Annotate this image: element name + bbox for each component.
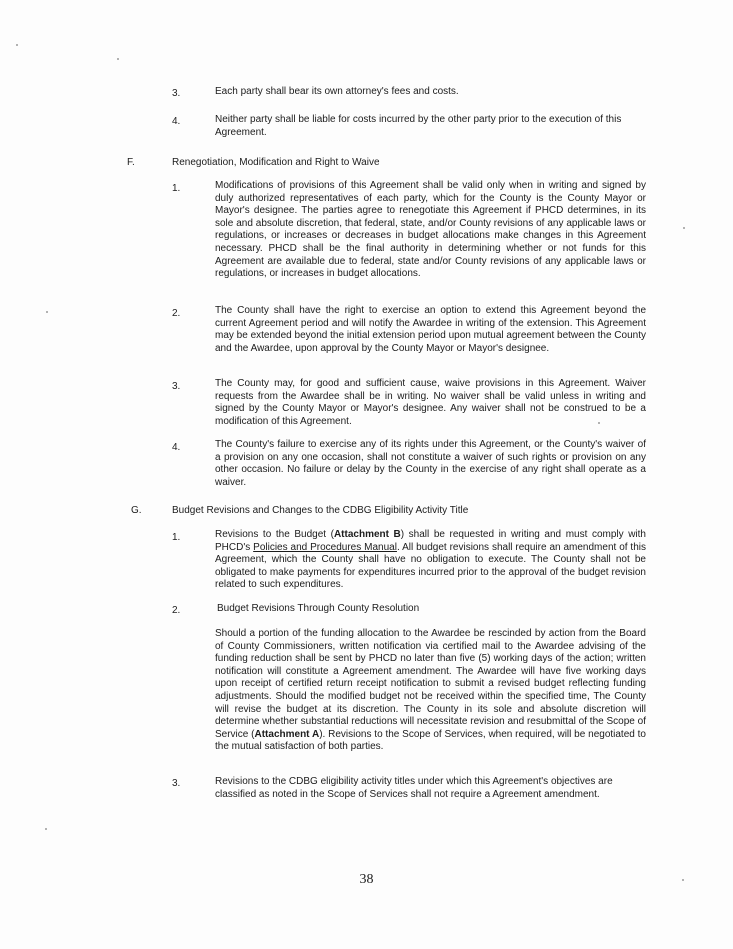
text-run: ) shall be requested in writing and must comply with PHCD's	[215, 529, 646, 553]
paragraph: The County may, for good and sufficient cause, waive provisions in this Agreement. Waiver requests from the Awardee shall be in writing. No waiver shall be valid unless in writing and signed by the County Mayor or Mayor's designee. Any waiver shall not be construed to be a modification of this Agreement.	[215, 378, 646, 427]
text-run: Revisions to the Budget (	[215, 529, 334, 540]
item-number: 3.	[172, 88, 181, 99]
paragraph: Neither party shall be liable for costs incurred by the other party prior to the execution of this Agreement.	[215, 114, 622, 138]
scan-speck	[16, 44, 18, 46]
scan-speck	[598, 422, 600, 424]
item-number: 3.	[172, 778, 181, 789]
section-letter: G.	[131, 505, 142, 516]
item-number: 2.	[172, 308, 181, 319]
scan-speck	[46, 311, 48, 313]
text-run: ). Revisions to the Scope of Services, when required, will be negotiated to the mutual satisfaction of both parties.	[215, 728, 646, 753]
scan-speck	[45, 828, 47, 830]
page-number: 38	[359, 872, 374, 887]
section-letter: F.	[127, 157, 135, 168]
paragraph: Modifications of provisions of this Agreement shall be valid only when in writing and signed by duly authorized representatives of each party, which for the County is the County Mayor or Mayor's designee. The parties agree to renegotiate this Agreement if PHCD determines, in its sole and absolute discretion, that federal, state, and/or County revisions of any applicable laws or regulations, or increases or decreases in budget allocations make changes in this Agreement necessary. PHCD shall be the final authority in determining whether or not funds for this Agreement are available due to federal, state and/or County revisions of any applicable laws or regulations, or increases in budget allocations.	[215, 180, 646, 280]
paragraph	[215, 529, 646, 592]
text-run: . All budget revisions shall require an amendment of this Agreement, which the County shall have no obligation to execute. The County shall not be obligated to make payments for expenditures incurred prior to the approval of the budget revision related to such expenditures.	[215, 541, 646, 591]
subsection-heading: Budget Revisions Through County Resolution	[217, 603, 420, 614]
attachment-reference: Attachment A	[254, 728, 320, 740]
item-number: 4.	[172, 116, 181, 127]
paragraph: The County's failure to exercise any of its rights under this Agreement, or the County's waiver of a provision on any one occasion, shall not constitute a waiver of such rights or provision on any other occasion. No failure or delay by the County in the exercise of any right shall operate as a waiver.	[215, 439, 646, 488]
paragraph: Revisions to the CDBG eligibility activity titles under which this Agreement's objectives are classified as noted in the Scope of Services shall not require a Agreement amendment.	[215, 776, 613, 800]
text-run: Should a portion of the funding allocation to the Awardee be rescinded by action from the Board of County Commissioners, written notification via certified mail to the Awardee advising of the funding reduction shall be sent by PHCD no later than five (5) working days of the action; written notification will constitute a Agreement amendment. The Awardee will have five working days upon receipt of certified return receipt notification to submit a revised budget reflecting funding adjustments. Should the modified budget not be received within the specified time, The County will revise the budget at its discretion. The County in its sole and absolute discretion will determine whether substantial reductions will necessitate revision and resubmittal of the Scope of Service (	[215, 628, 646, 740]
section-title: Renegotiation, Modification and Right to Waive	[172, 157, 380, 168]
item-number: 1.	[172, 532, 181, 543]
item-number: 1.	[172, 183, 181, 194]
scan-speck	[683, 227, 685, 229]
item-number: 4.	[172, 442, 181, 453]
scan-speck	[117, 58, 119, 60]
paragraph: Each party shall bear its own attorney's fees and costs.	[215, 86, 459, 97]
paragraph: The County shall have the right to exercise an option to extend this Agreement beyond the current Agreement period and will notify the Awardee in writing of the extension. This Agreement may be extended beyond the initial extension period upon mutual agreement between the County and the Awardee, upon approval by the County Mayor or Mayor's designee.	[215, 305, 646, 354]
item-number: 2.	[172, 605, 181, 616]
manual-title: Policies and Procedures Manual	[253, 541, 397, 553]
item-number: 3.	[172, 381, 181, 392]
paragraph	[215, 628, 646, 754]
section-title: Budget Revisions and Changes to the CDBG Eligibility Activity Title	[172, 505, 469, 516]
scan-speck	[682, 879, 684, 881]
attachment-reference: Attachment B	[333, 529, 401, 540]
